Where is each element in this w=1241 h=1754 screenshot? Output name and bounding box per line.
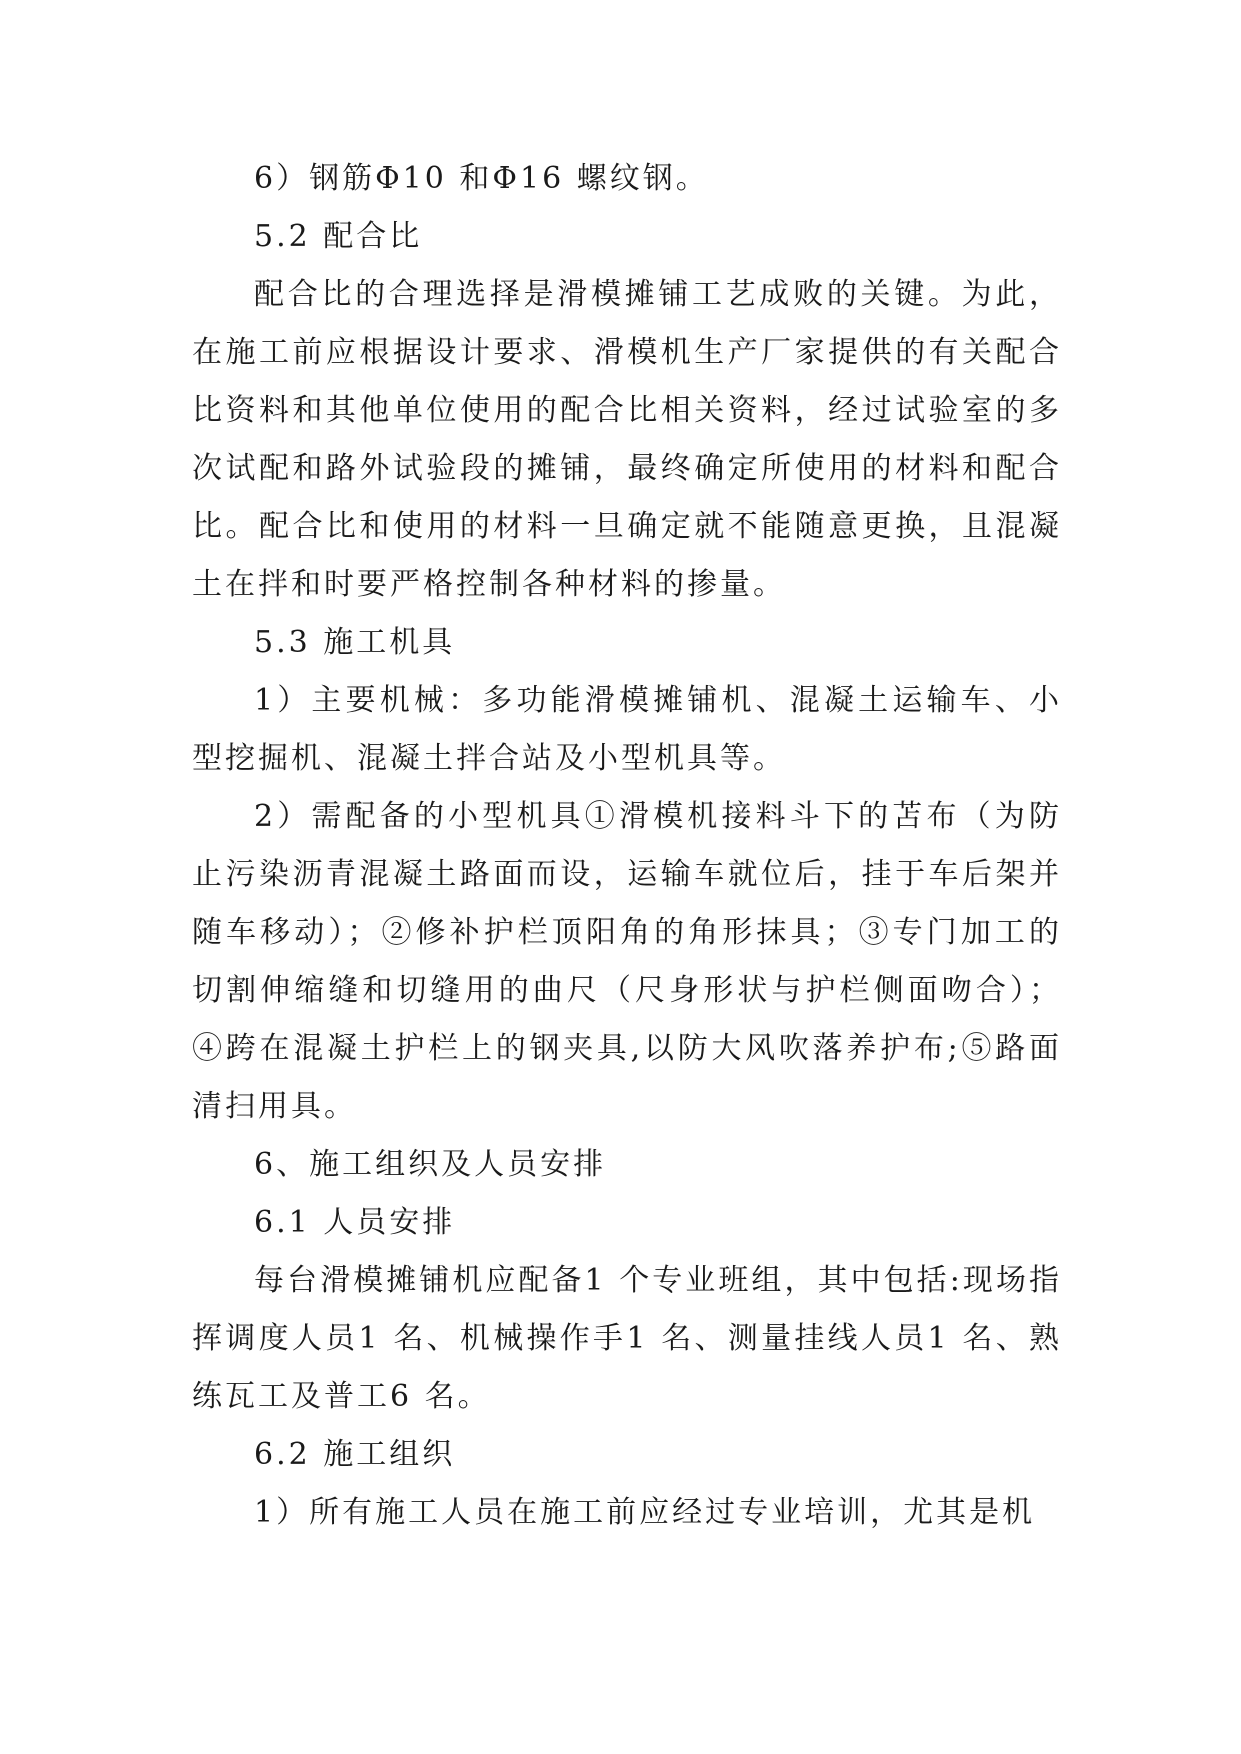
section-heading-6-2: 6.2 施工组织 xyxy=(254,1437,456,1472)
section-heading-6: 6、施工组织及人员安排 xyxy=(254,1147,607,1182)
section-heading-5-3: 5.3 施工机具 xyxy=(254,625,456,660)
document-body xyxy=(192,150,1062,1542)
mix-ratio-paragraph: 配合比的合理选择是滑模摊铺工艺成败的关键。为此，在施工前应根据设计要求、滑模机生产厂家提供的有关配合比资料和其他单位使用的配合比相关资料，经过试验室的多次试配和路外试验段的摊铺，最终确定所使用的材料和配合比。配合比和使用的材料一旦确定就不能随意更换，且混凝土在拌和时要严格控制各种材料的掺量。 xyxy=(192,277,1062,602)
rebar-spec-line: 6）钢筋Φ10 和Φ16 螺纹钢。 xyxy=(254,161,709,196)
training-paragraph: 1）所有施工人员在施工前应经过专业培训，尤其是机 xyxy=(254,1495,1036,1530)
section-heading-6-1: 6.1 人员安排 xyxy=(254,1205,456,1240)
section-heading-5-2: 5.2 配合比 xyxy=(254,219,423,254)
main-machinery-paragraph: 1）主要机械：多功能滑模摊铺机、混凝土运输车、小型挖掘机、混凝土拌合站及小型机具等。 xyxy=(192,683,1062,776)
small-tools-paragraph: 2）需配备的小型机具①滑模机接料斗下的苫布（为防止污染沥青混凝土路面而设，运输车就位后，挂于车后架并随车移动）；②修补护栏顶阳角的角形抹具；③专门加工的切割伸缩缝和切缝用的曲尺（尺身形状与护栏侧面吻合）；④跨在混凝土护栏上的钢夹具,以防大风吹落养护布;⑤路面清扫用具。 xyxy=(192,799,1062,1124)
staffing-paragraph: 每台滑模摊铺机应配备1 个专业班组，其中包括:现场指挥调度人员1 名、机械操作手1 名、测量挂线人员1 名、熟练瓦工及普工6 名。 xyxy=(192,1263,1062,1414)
